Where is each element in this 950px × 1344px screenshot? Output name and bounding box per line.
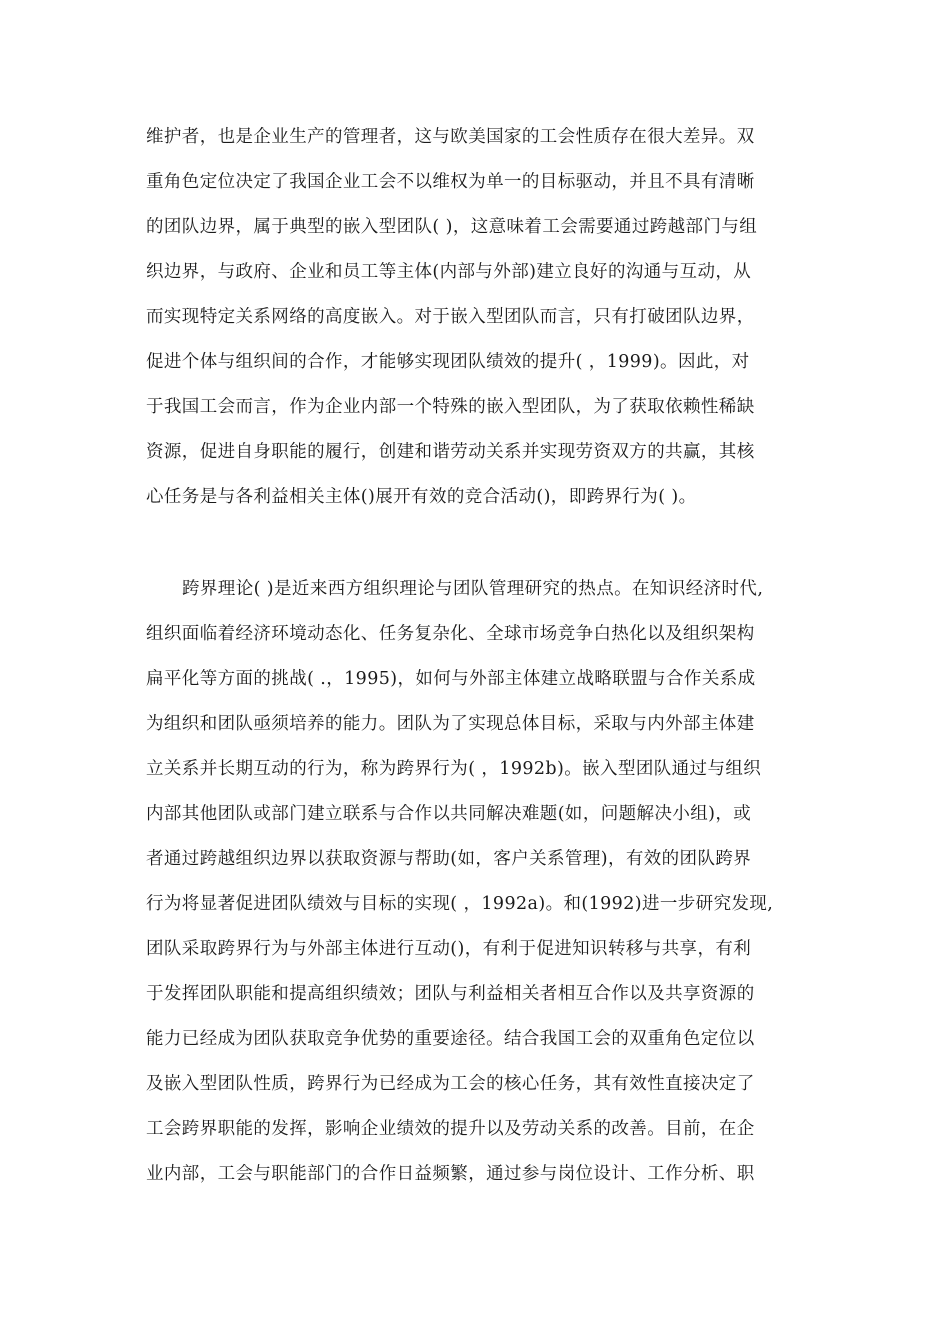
text-line: 行为将显著促进团队绩效与目标的实现( ，1992a)。和(1992)进一步研究发现, [146, 894, 774, 914]
text-line: 于发挥团队职能和提高组织绩效；团队与利益相关者相互合作以及共享资源的 [146, 984, 755, 1004]
text-line: 心任务是与各利益相关主体()展开有效的竞合活动()，即跨界行为( )。 [146, 487, 697, 507]
text-line: 而实现特定关系网络的高度嵌入。对于嵌入型团队而言，只有打破团队边界， [146, 307, 755, 327]
text-line: 扁平化等方面的挑战( .，1995)，如何与外部主体建立战略联盟与合作关系成 [146, 669, 756, 689]
text-line: 团队采取跨界行为与外部主体进行互动()，有利于促进知识转移与共享，有利 [146, 939, 752, 959]
text-line: 于我国工会而言，作为企业内部一个特殊的嵌入型团队，为了获取依赖性稀缺 [146, 397, 755, 417]
text-line: 业内部，工会与职能部门的合作日益频繁，通过参与岗位设计、工作分析、职 [146, 1164, 755, 1184]
text-line: 维护者，也是企业生产的管理者，这与欧美国家的工会性质存在很大差异。双 [146, 127, 755, 147]
paragraph-1 [146, 126, 816, 531]
text-line: 内部其他团队或部门建立联系与合作以共同解决难题(如，问题解决小组)，或 [146, 804, 752, 824]
text-line: 工会跨界职能的发挥，影响企业绩效的提升以及劳动关系的改善。目前，在企 [146, 1119, 755, 1139]
text-line: 立关系并长期互动的行为，称为跨界行为( ，1992b)。嵌入型团队通过与组织 [146, 759, 762, 779]
paragraph-2 [146, 578, 816, 1208]
text-line: 织边界，与政府、企业和员工等主体(内部与外部)建立良好的沟通与互动，从 [146, 262, 752, 282]
text-line: 为组织和团队亟须培养的能力。团队为了实现总体目标，采取与内外部主体建 [146, 714, 755, 734]
text-line: 的团队边界，属于典型的嵌入型团队( )，这意味着工会需要通过跨越部门与组 [146, 217, 758, 237]
text-line: 促进个体与组织间的合作，才能够实现团队绩效的提升( ，1999)。因此，对 [146, 352, 750, 372]
text-line-first: 跨界理论( )是近来西方组织理论与团队管理研究的热点。在知识经济时代, [182, 579, 764, 599]
text-line: 组织面临着经济环境动态化、任务复杂化、全球市场竞争白热化以及组织架构 [146, 624, 755, 644]
text-line: 者通过跨越组织边界以获取资源与帮助(如，客户关系管理)，有效的团队跨界 [146, 849, 752, 869]
text-line: 重角色定位决定了我国企业工会不以维权为单一的目标驱动，并且不具有清晰 [146, 172, 755, 192]
text-line: 能力已经成为团队获取竞争优势的重要途径。结合我国工会的双重角色定位以 [146, 1029, 755, 1049]
text-line: 及嵌入型团队性质，跨界行为已经成为工会的核心任务，其有效性直接决定了 [146, 1074, 755, 1094]
text-line: 资源，促进自身职能的履行，创建和谐劳动关系并实现劳资双方的共赢，其核 [146, 442, 755, 462]
